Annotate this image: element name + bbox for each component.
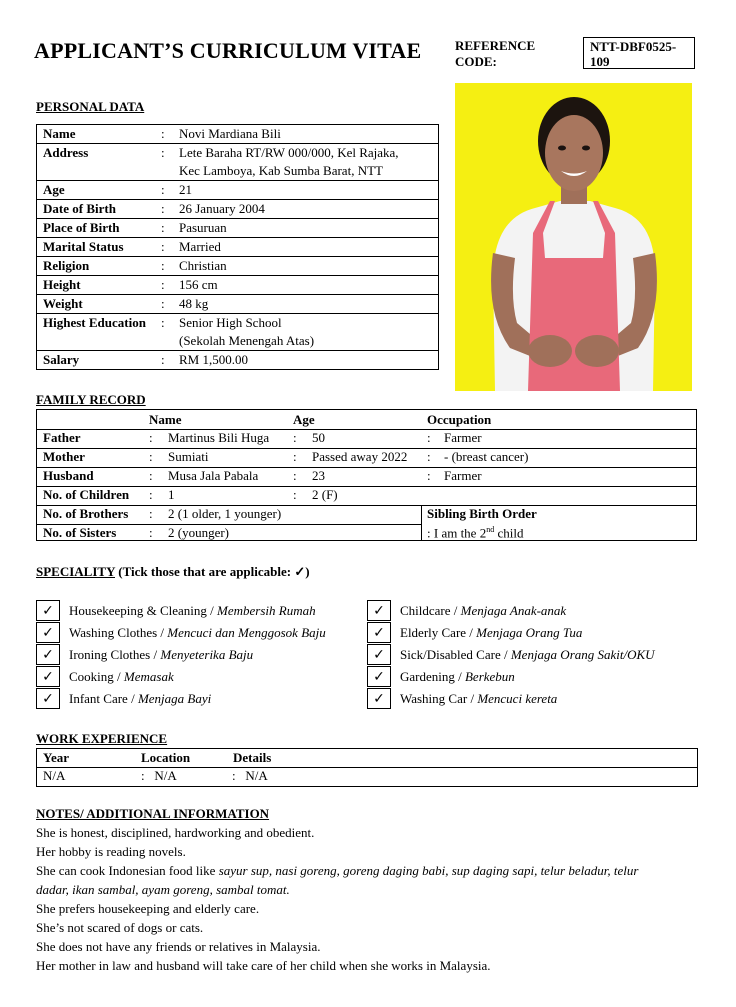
husband-age: 23: [312, 468, 325, 483]
speciality-item: [36, 688, 211, 709]
personal-value: 26 January 2004: [173, 200, 439, 219]
notes-heading: NOTES/ ADDITIONAL INFORMATION: [36, 806, 270, 821]
personal-key: Weight: [37, 295, 162, 314]
note-line: She does not have any friends or relatives in Malaysia.: [36, 939, 321, 954]
speciality-item: [36, 600, 316, 621]
husband-name: Musa Jala Pabala: [168, 468, 259, 483]
speciality-item: [367, 622, 582, 643]
note-line: Her hobby is reading novels.: [36, 844, 186, 859]
check-icon[interactable]: ✓: [367, 600, 391, 621]
personal-row: Name : Novi Mardiana Bili: [37, 125, 439, 144]
personal-row: Highest Education : Senior High School (Sekolah Menengah Atas): [37, 314, 439, 351]
applicant-photo: [455, 83, 692, 391]
notes-body: [36, 823, 701, 975]
personal-value: 48 kg: [173, 295, 439, 314]
work-details: : N/A: [232, 768, 268, 783]
work-location: : N/A: [141, 768, 177, 783]
personal-row: Height : 156 cm: [37, 276, 439, 295]
personal-value: 21: [173, 181, 439, 200]
children-label: No. of Children: [43, 487, 130, 502]
father-label: Father: [43, 430, 81, 445]
husband-occupation: Farmer: [444, 468, 482, 483]
personal-value: RM 1,500.00: [173, 351, 439, 370]
speciality-label: Ironing Clothes / Menyeterika Baju: [69, 646, 254, 662]
speciality-item: [367, 688, 557, 709]
father-occupation: Farmer: [444, 430, 482, 445]
col-year: Year: [43, 750, 69, 765]
personal-data-heading: PERSONAL DATA: [36, 99, 145, 114]
children-count: 1: [168, 487, 175, 502]
personal-key: Marital Status: [37, 238, 162, 257]
col-details: Details: [233, 750, 272, 765]
personal-row: Religion : Christian: [37, 257, 439, 276]
portrait-illustration: [455, 83, 692, 391]
speciality-label: Washing Car / Mencuci kereta: [400, 690, 558, 706]
note-line: dadar, ikan sambal, ayam goreng, sambal tomat.: [36, 882, 290, 897]
personal-key: Place of Birth: [37, 219, 162, 238]
personal-value: Novi Mardiana Bili: [173, 125, 439, 144]
personal-data-table: [36, 124, 439, 370]
check-icon[interactable]: ✓: [36, 644, 60, 665]
personal-key: Age: [37, 181, 162, 200]
personal-value: Lete Baraha RT/RW 000/000, Kel Rajaka, Kec Lamboya, Kab Sumba Barat, NTT: [173, 144, 439, 181]
check-icon[interactable]: ✓: [367, 644, 391, 665]
mother-occupation: - (breast cancer): [444, 449, 529, 464]
personal-value: Married: [173, 238, 439, 257]
personal-key: Highest Education: [37, 314, 162, 351]
personal-key: Religion: [37, 257, 162, 276]
note-line: She is honest, disciplined, hardworking and obedient.: [36, 825, 315, 840]
personal-key: Date of Birth: [37, 200, 162, 219]
speciality-label: Housekeeping & Cleaning / Membersih Rumah: [69, 602, 316, 618]
children-age: 2 (F): [312, 487, 338, 502]
document-title: APPLICANT’S CURRICULUM VITAE: [34, 38, 422, 63]
speciality-item: [367, 666, 515, 687]
speciality-label: Gardening / Berkebun: [400, 668, 515, 684]
note-line: Her mother in law and husband will take care of her child when she works in Malaysia.: [36, 958, 491, 973]
mother-age: Passed away 2022: [312, 449, 408, 464]
family-record-table: Name Age Occupation Father : Martinus Bili Huga : 50 : Farmer Mother : Sumiati : Passed away 2022 : - (breast cancer) Husband : Musa Jala Pabala : 23 : Farmer No. of Children : 1 : 2 (F) No. of Brothers : 2 (1 older, 1 younger) Sibling Birth Order No. of Sisters : 2 (younger) : I am the 2nd child: [36, 409, 697, 541]
speciality-heading: SPECIALITY (Tick those that are applicable: ✓): [36, 564, 310, 579]
mother-name: Sumiati: [168, 449, 209, 464]
personal-key: Name: [37, 125, 162, 144]
mother-label: Mother: [43, 449, 85, 464]
speciality-label: Childcare / Menjaga Anak-anak: [400, 602, 567, 618]
note-line: She’s not scared of dogs or cats.: [36, 920, 204, 935]
check-icon[interactable]: ✓: [36, 666, 60, 687]
check-icon[interactable]: ✓: [36, 622, 60, 643]
brothers-value: 2 (1 older, 1 younger): [168, 506, 282, 521]
personal-row: Weight : 48 kg: [37, 295, 439, 314]
work-experience-heading: WORK EXPERIENCE: [36, 731, 168, 746]
reference-label: REFERENCE CODE:: [455, 38, 536, 69]
personal-row: Age : 21: [37, 181, 439, 200]
speciality-item: [367, 644, 655, 665]
personal-value: Pasuruan: [173, 219, 439, 238]
father-age: 50: [312, 430, 325, 445]
note-line: She can cook Indonesian food like sayur sup, nasi goreng, goreng daging babi, sup daging sapi, telur beladur, telur: [36, 863, 639, 878]
col-location: Location: [141, 750, 191, 765]
sisters-value: 2 (younger): [168, 525, 230, 540]
personal-value: Christian: [173, 257, 439, 276]
speciality-label: Elderly Care / Menjaga Orang Tua: [400, 624, 583, 640]
check-icon[interactable]: ✓: [367, 688, 391, 709]
reference-code-box: NTT-DBF0525- 109: [583, 37, 695, 69]
check-icon[interactable]: ✓: [36, 600, 60, 621]
speciality-label: Infant Care / Menjaga Bayi: [69, 690, 212, 706]
work-year: N/A: [43, 768, 66, 783]
col-name: Name: [149, 412, 182, 427]
personal-key: Height: [37, 276, 162, 295]
personal-row: Address : Lete Baraha RT/RW 000/000, Kel Rajaka, Kec Lamboya, Kab Sumba Barat, NTT: [37, 144, 439, 181]
brothers-label: No. of Brothers: [43, 506, 129, 521]
col-age: Age: [293, 412, 315, 427]
personal-row: Date of Birth : 26 January 2004: [37, 200, 439, 219]
speciality-label: Cooking / Memasak: [69, 668, 174, 684]
check-icon[interactable]: ✓: [36, 688, 60, 709]
note-line: She prefers housekeeping and elderly care.: [36, 901, 260, 916]
husband-label: Husband: [43, 468, 94, 483]
father-name: Martinus Bili Huga: [168, 430, 270, 445]
speciality-label: Sick/Disabled Care / Menjaga Orang Sakit/OKU: [400, 646, 655, 662]
speciality-item: [36, 622, 326, 643]
personal-key: Address: [37, 144, 162, 181]
personal-row: Salary : RM 1,500.00: [37, 351, 439, 370]
speciality-item: [36, 644, 253, 665]
speciality-item: [367, 600, 566, 621]
personal-value: Senior High School (Sekolah Menengah Atas): [173, 314, 439, 351]
personal-row: Place of Birth : Pasuruan: [37, 219, 439, 238]
col-occupation: Occupation: [427, 412, 492, 427]
sibling-order-label: Sibling Birth Order: [427, 506, 537, 521]
check-icon[interactable]: ✓: [367, 622, 391, 643]
check-icon[interactable]: ✓: [367, 666, 391, 687]
sisters-label: No. of Sisters: [43, 525, 117, 540]
sibling-order-value: : I am the 2nd child: [427, 525, 524, 541]
personal-row: Marital Status : Married: [37, 238, 439, 257]
speciality-label: Washing Clothes / Mencuci dan Menggosok Baju: [69, 624, 326, 640]
speciality-item: [36, 666, 174, 687]
personal-value: 156 cm: [173, 276, 439, 295]
personal-key: Salary: [37, 351, 162, 370]
family-record-heading: FAMILY RECORD: [36, 392, 146, 407]
work-experience-table: [36, 748, 698, 787]
